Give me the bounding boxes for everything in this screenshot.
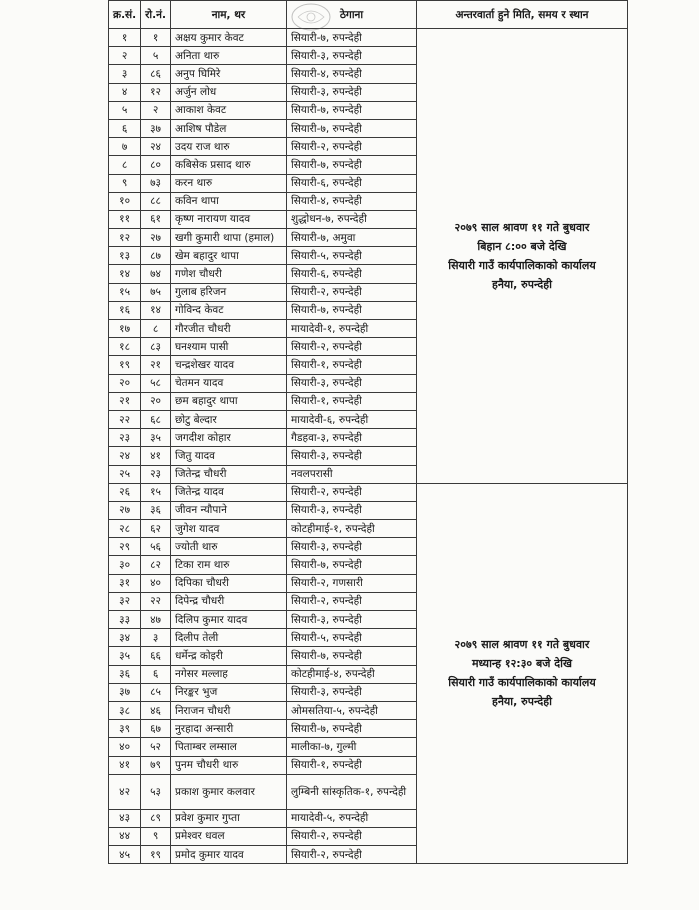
address-cell: सियारी-२, रुपन्देही [286,338,416,356]
office-stamp-icon [290,2,332,32]
schedule-line-4: हनैया, रुपन्देही [491,277,552,291]
schedule-line-1: २०७९ साल श्रावण ११ गते बुधवार [454,638,590,652]
address-cell: सियारी-२, रुपन्देही [286,846,416,864]
roll-cell: १ [141,29,171,47]
address-cell: लुम्बिनी सांस्कृतिक-१, रुपन्देही [286,774,416,809]
name-cell: चन्द्रशेखर यादव [170,356,286,374]
name-cell: घनश्याम पासी [170,338,286,356]
address-cell: सियारी-७, रुपन्देही [286,647,416,665]
serial-cell: ३४ [109,629,141,647]
serial-cell: १५ [109,283,141,301]
name-cell: जितु यादव [170,447,286,465]
name-cell: कविन थापा [170,192,286,210]
name-cell: जुगेश यादव [170,520,286,538]
address-cell: नवलपरासी [286,465,416,483]
serial-cell: ७ [109,138,141,156]
roll-cell: ६ [141,665,171,683]
address-cell: सियारी-३, रुपन्देही [286,611,416,629]
roll-cell: ८९ [141,809,171,827]
name-cell: दिपेन्द्र चौधरी [170,592,286,610]
serial-cell: ४ [109,83,141,101]
header-serial: क्र.सं. [109,1,141,29]
address-cell: सियारी-७, रुपन्देही [286,101,416,119]
address-cell: सियारी-३, रुपन्देही [286,83,416,101]
name-cell: दिलिप कुमार यादव [170,611,286,629]
name-cell: जितेन्द्र चौधरी [170,465,286,483]
serial-cell: ४४ [109,827,141,845]
name-cell: पुनम चौधरी थारु [170,756,286,774]
roll-cell: ५ [141,47,171,65]
roll-cell: २४ [141,138,171,156]
header-roll: रो.नं. [141,1,171,29]
roll-cell: ४० [141,574,171,592]
address-cell: सियारी-५, रुपन्देही [286,629,416,647]
roll-cell: ३ [141,629,171,647]
serial-cell: १२ [109,229,141,247]
roll-cell: २० [141,392,171,410]
serial-cell: ४३ [109,809,141,827]
roll-cell: २ [141,101,171,119]
name-cell: निरङ्कर भुज [170,683,286,701]
roll-cell: १४ [141,301,171,319]
serial-cell: २४ [109,447,141,465]
name-cell: जगदीश कोहार [170,429,286,447]
roll-cell: ८८ [141,192,171,210]
roll-cell: १२ [141,83,171,101]
table-header [109,1,628,29]
address-cell: ओमसतिया-५, रुपन्देही [286,701,416,719]
name-cell: करन थारु [170,174,286,192]
address-cell: सियारी-२, गणसारी [286,574,416,592]
roll-cell: ५३ [141,774,171,809]
serial-cell: ३७ [109,683,141,701]
roll-cell: ७३ [141,174,171,192]
address-cell: सियारी-७, रुपन्देही [286,29,416,47]
address-cell: सियारी-७, रुपन्देही [286,301,416,319]
address-cell: सियारी-३, रुपन्देही [286,47,416,65]
roll-cell: ७५ [141,283,171,301]
name-cell: अर्जुन लोध [170,83,286,101]
roll-cell: ३७ [141,119,171,137]
address-cell: सियारी-७, रुपन्देही [286,556,416,574]
serial-cell: ३ [109,65,141,83]
roll-cell: ८५ [141,683,171,701]
address-cell: मायादेवी-५, रुपन्देही [286,809,416,827]
address-cell: सियारी-७, रुपन्देही [286,156,416,174]
serial-cell: ६ [109,119,141,137]
address-cell: सियारी-१, रुपन्देही [286,756,416,774]
name-cell: प्रकाश कुमार कलवार [170,774,286,809]
schedule-line-3: सियारी गाउँ कार्यपालिकाको कार्यालय [448,258,596,272]
serial-cell: १८ [109,338,141,356]
name-cell: धर्मेन्द्र कोइरी [170,647,286,665]
name-cell: नुरहादा अन्सारी [170,720,286,738]
address-cell: सियारी-३, रुपन्देही [286,501,416,519]
name-cell: ज्योती थारु [170,538,286,556]
address-cell: गैडहवा-३, रुपन्देही [286,429,416,447]
serial-cell: १ [109,29,141,47]
roll-cell: ८० [141,156,171,174]
roll-cell: ६७ [141,720,171,738]
name-cell: उदय राज थारु [170,138,286,156]
name-cell: प्रमोद कुमार यादव [170,846,286,864]
address-cell: सियारी-२, रुपन्देही [286,592,416,610]
roll-cell: ६६ [141,647,171,665]
schedule-line-4: हनैया, रुपन्देही [491,695,552,709]
serial-cell: ४० [109,738,141,756]
name-cell: आशिष पौडेल [170,119,286,137]
name-cell: अक्षय कुमार केवट [170,29,286,47]
serial-cell: ४५ [109,846,141,864]
serial-cell: १३ [109,247,141,265]
serial-cell: २ [109,47,141,65]
serial-cell: १० [109,192,141,210]
header-name: नाम, थर [170,1,286,29]
name-cell: प्रमेश्वर धवल [170,827,286,845]
address-cell: सियारी-२, रुपन्देही [286,827,416,845]
address-cell: सियारी-१, रुपन्देही [286,356,416,374]
roll-cell: ९ [141,827,171,845]
interview-schedule-table [108,0,628,864]
table-row [109,483,628,501]
serial-cell: ९ [109,174,141,192]
name-cell: गोविन्द केवट [170,301,286,319]
name-cell: निराजन चौधरी [170,701,286,719]
serial-cell: १९ [109,356,141,374]
serial-cell: १६ [109,301,141,319]
serial-cell: ३५ [109,647,141,665]
roll-cell: १५ [141,483,171,501]
serial-cell: २० [109,374,141,392]
address-cell: कोटहीमाई-१, रुपन्देही [286,520,416,538]
roll-cell: ८६ [141,65,171,83]
roll-cell: ४१ [141,447,171,465]
serial-cell: ४२ [109,774,141,809]
address-cell: सियारी-३, रुपन्देही [286,538,416,556]
serial-cell: ८ [109,156,141,174]
serial-cell: ३९ [109,720,141,738]
roll-cell: ३६ [141,501,171,519]
roll-cell: ८ [141,320,171,338]
address-cell: सियारी-४, रुपन्देही [286,65,416,83]
address-cell: मायादेवी-६, रुपन्देही [286,410,416,428]
serial-cell: २७ [109,501,141,519]
serial-cell: २९ [109,538,141,556]
schedule-cell [416,483,627,864]
serial-cell: २८ [109,520,141,538]
serial-cell: ३१ [109,574,141,592]
serial-cell: ३३ [109,611,141,629]
address-cell: शुद्धोधन-७, रुपन्देही [286,210,416,228]
name-cell: गणेश चौधरी [170,265,286,283]
roll-cell: ६८ [141,410,171,428]
serial-cell: ११ [109,210,141,228]
address-cell: सियारी-२, रुपन्देही [286,138,416,156]
name-cell: जितेन्द्र यादव [170,483,286,501]
name-cell: दिलीप तेली [170,629,286,647]
name-cell: गुलाब हरिजन [170,283,286,301]
serial-cell: २१ [109,392,141,410]
address-cell: सियारी-६, रुपन्देही [286,265,416,283]
name-cell: छम बहादुर थापा [170,392,286,410]
address-cell: सियारी-७, रुपन्देही [286,119,416,137]
serial-cell: ५ [109,101,141,119]
name-cell: अनुप घिमिरे [170,65,286,83]
serial-cell: १४ [109,265,141,283]
serial-cell: ३८ [109,701,141,719]
roll-cell: २३ [141,465,171,483]
address-cell: मालीका-७, गुल्मी [286,738,416,756]
roll-cell: ८३ [141,338,171,356]
roll-cell: २१ [141,356,171,374]
header-address: ठेगाना [286,1,416,29]
address-cell: सियारी-३, रुपन्देही [286,374,416,392]
address-cell: सियारी-६, रुपन्देही [286,174,416,192]
roll-cell: ५८ [141,374,171,392]
table-row [109,29,628,47]
name-cell: गौरजीत चौधरी [170,320,286,338]
serial-cell: २२ [109,410,141,428]
serial-cell: ४१ [109,756,141,774]
name-cell: कबिसेक प्रसाद थारु [170,156,286,174]
address-cell: सियारी-२, रुपन्देही [286,283,416,301]
serial-cell: ३६ [109,665,141,683]
serial-cell: २५ [109,465,141,483]
schedule-cell [416,29,627,484]
schedule-line-3: सियारी गाउँ कार्यपालिकाको कार्यालय [448,676,596,690]
address-cell: मायादेवी-१, रुपन्देही [286,320,416,338]
name-cell: कृष्ण नारायण यादव [170,210,286,228]
name-cell: टिका राम थारु [170,556,286,574]
roll-cell: ३५ [141,429,171,447]
roll-cell: ६१ [141,210,171,228]
name-cell: नगेसर मल्लाह [170,665,286,683]
roll-cell: २७ [141,229,171,247]
header-schedule: अन्तरवार्ता हुने मिति, समय र स्थान [416,1,627,29]
address-cell: सियारी-७, अमुवा [286,229,416,247]
address-cell: कोटहीमाई-४, रुपन्देही [286,665,416,683]
serial-cell: ३० [109,556,141,574]
name-cell: पिताम्बर लम्साल [170,738,286,756]
roll-cell: ६२ [141,520,171,538]
name-cell: आकाश केवट [170,101,286,119]
schedule-line-1: २०७९ साल श्रावण ११ गते बुधवार [454,220,590,234]
address-cell: सियारी-३, रुपन्देही [286,447,416,465]
address-cell: सियारी-४, रुपन्देही [286,192,416,210]
name-cell: खगी कुमारी थापा (हमाल) [170,229,286,247]
serial-cell: ३२ [109,592,141,610]
roll-cell: ८२ [141,556,171,574]
roll-cell: २२ [141,592,171,610]
name-cell: प्रवेश कुमार गुप्ता [170,809,286,827]
schedule-line-2: मध्यान्ह १२:३० बजे देखि [471,657,572,671]
name-cell: जीवन न्यौपाने [170,501,286,519]
address-cell: सियारी-५, रुपन्देही [286,247,416,265]
name-cell: खेम बहादुर थापा [170,247,286,265]
address-cell: सियारी-७, रुपन्देही [286,720,416,738]
roll-cell: ४७ [141,611,171,629]
address-cell: सियारी-३, रुपन्देही [286,683,416,701]
schedule-line-2: बिहान ८:०० बजे देखि [477,239,567,253]
serial-cell: २६ [109,483,141,501]
name-cell: चेतमन यादव [170,374,286,392]
address-cell: सियारी-१, रुपन्देही [286,392,416,410]
roll-cell: ४६ [141,701,171,719]
name-cell: दिपिका चौधरी [170,574,286,592]
table-body [109,29,628,864]
roll-cell: ५२ [141,738,171,756]
roll-cell: १९ [141,846,171,864]
serial-cell: २३ [109,429,141,447]
name-cell: छोटु बेल्दार [170,410,286,428]
serial-cell: १७ [109,320,141,338]
name-cell: अनिता थारु [170,47,286,65]
roll-cell: ७४ [141,265,171,283]
roll-cell: ५६ [141,538,171,556]
roll-cell: ८७ [141,247,171,265]
roll-cell: ७९ [141,756,171,774]
address-cell: सियारी-२, रुपन्देही [286,483,416,501]
